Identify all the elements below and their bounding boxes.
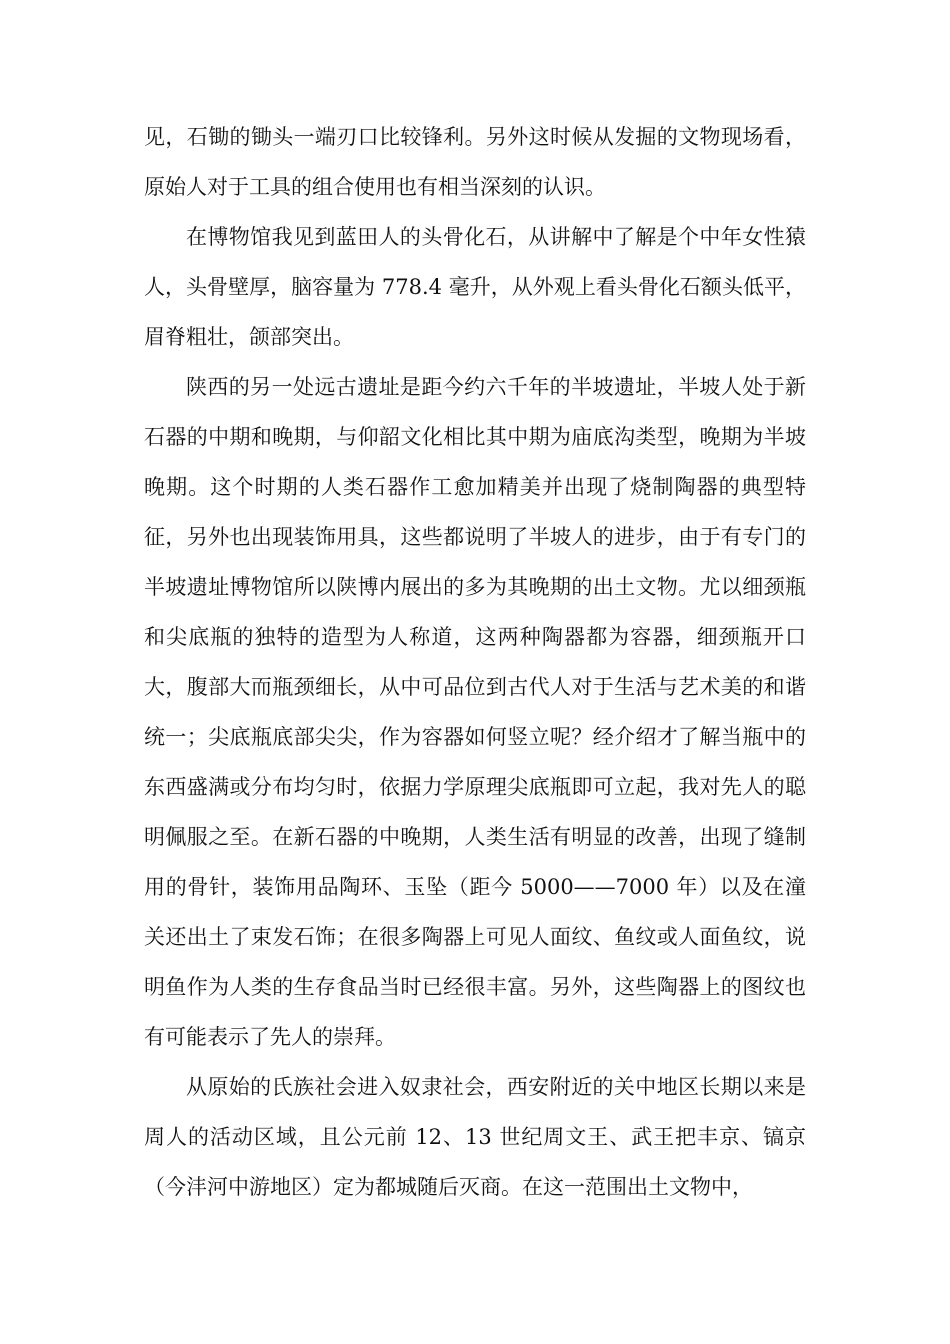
paragraph-4: 从原始的氏族社会进入奴隶社会，西安附近的关中地区长期以来是周人的活动区域，且公元前 12、13 世纪周文王、武王把丰京、镐京（今沣河中游地区）定为都城随后灭商。在这一范围出土文物中， (144, 1075, 806, 1199)
document-page (144, 112, 806, 1212)
paragraph-2: 在博物馆我见到蓝田人的头骨化石，从讲解中了解是个中年女性猿人，头骨壁厚，脑容量为 778.4 毫升，从外观上看头骨化石额头低平，眉脊粗壮，颌部突出。 (144, 225, 806, 349)
paragraph-1: 见，石锄的锄头一端刃口比较锋利。另外这时候从发掘的文物现场看，原始人对于工具的组合使用也有相当深刻的认识。 (144, 125, 806, 199)
paragraph-3: 陕西的另一处远古遗址是距今约六千年的半坡遗址，半坡人处于新石器的中期和晚期，与仰韶文化相比其中期为庙底沟类型，晚期为半坡晚期。这个时期的人类石器作工愈加精美并出现了烧制陶器的典型特征，另外也出现装饰用具，这些都说明了半坡人的进步，由于有专门的半坡遗址博物馆所以陕博内展出的多为其晚期的出土文物。尤以细颈瓶和尖底瓶的独特的造型为人称道，这两种陶器都为容器，细颈瓶开口大，腹部大而瓶颈细长，从中可品位到古代人对于生活与艺术美的和谐统一；尖底瓶底部尖尖，作为容器如何竖立呢？经介绍才了解当瓶中的东西盛满或分布均匀时，依据力学原理尖底瓶即可立起，我对先人的聪明佩服之至。在新石器的中晚期，人类生活有明显的改善，出现了缝制用的骨针，装饰用品陶环、玉坠（距今 5000——7000 年）以及在潼关还出土了束发石饰；在很多陶器上可见人面纹、鱼纹或人面鱼纹，说明鱼作为人类的生存食品当时已经很丰富。另外，这些陶器上的图纹也有可能表示了先人的崇拜。 (144, 375, 806, 1049)
